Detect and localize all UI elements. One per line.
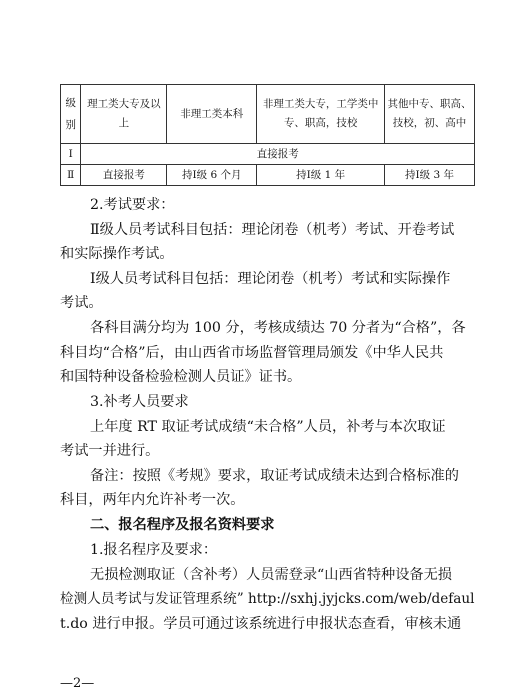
paragraph-line: 科目，两年内允许补考一次。 [60, 492, 245, 508]
paragraph-line: t.do 进行申报。学员可通过该系统进行申报状态查看，审核未通 [60, 616, 462, 632]
header-col1: 理工类大专及以上 [81, 85, 167, 144]
row-level: Ⅰ [61, 144, 81, 165]
header-col2: 非理工类本科 [167, 85, 257, 144]
table-header-row [61, 85, 475, 144]
section-heading: 2.考试要求： [90, 197, 175, 213]
paragraph-line: 检测人员考试与发证管理系统” http://sxhj.jyjcks.com/web/defaul [60, 591, 475, 607]
paragraph-line: 各科目满分均为 100 分，考核成绩达 70 分者为“合格”，各 [90, 320, 466, 336]
paragraph-line: Ⅰ级人员考试科目包括：理论闭卷（机考）考试和实际操作 [90, 271, 451, 287]
paragraph-line: 无损检测取证（含补考）人员需登录“山西省特种设备无损 [90, 567, 452, 583]
table-cell: 直接报考 [81, 144, 475, 165]
paragraph-line: 上年度 RT 取证考试成绩“未合格”人员，补考与本次取证 [90, 419, 446, 435]
paragraph-line: Ⅱ级人员考试科目包括：理论闭卷（机考）考试、开卷考试 [90, 222, 455, 238]
header-col4: 其他中专、职高、技校，初、高中 [385, 85, 475, 144]
page-number: —2— [60, 676, 95, 691]
qualification-table [60, 84, 475, 186]
paragraph-line: 和实际操作考试。 [60, 246, 174, 262]
section-heading: 3.补考人员要求 [90, 394, 189, 410]
section-heading: 1.报名程序及要求： [90, 542, 218, 558]
row-level: Ⅱ [61, 165, 81, 186]
table-row [61, 165, 475, 186]
table-cell: 持Ⅰ级 6 个月 [167, 165, 257, 186]
table-cell: 直接报考 [81, 165, 167, 186]
table-cell: 持Ⅰ级 1 年 [257, 165, 385, 186]
paragraph-line: 科目均“合格”后，由山西省市场监督管理局颁发《中华人民共 [60, 345, 444, 361]
table-row [61, 144, 475, 165]
header-col3: 非理工类大专，工学类中专、职高，技校 [257, 85, 385, 144]
paragraph-line: 考试。 [60, 295, 103, 311]
paragraph-line: 考试一并进行。 [60, 443, 160, 459]
paragraph-line: 备注：按照《考规》要求，取证考试成绩未达到合格标准的 [90, 468, 459, 484]
paragraph-line: 和国特种设备检验检测人员证》证书。 [60, 369, 302, 385]
table-cell: 持Ⅰ级 3 年 [385, 165, 475, 186]
header-level: 级别 [61, 85, 81, 144]
chapter-heading: 二、报名程序及报名资料要求 [90, 517, 275, 533]
